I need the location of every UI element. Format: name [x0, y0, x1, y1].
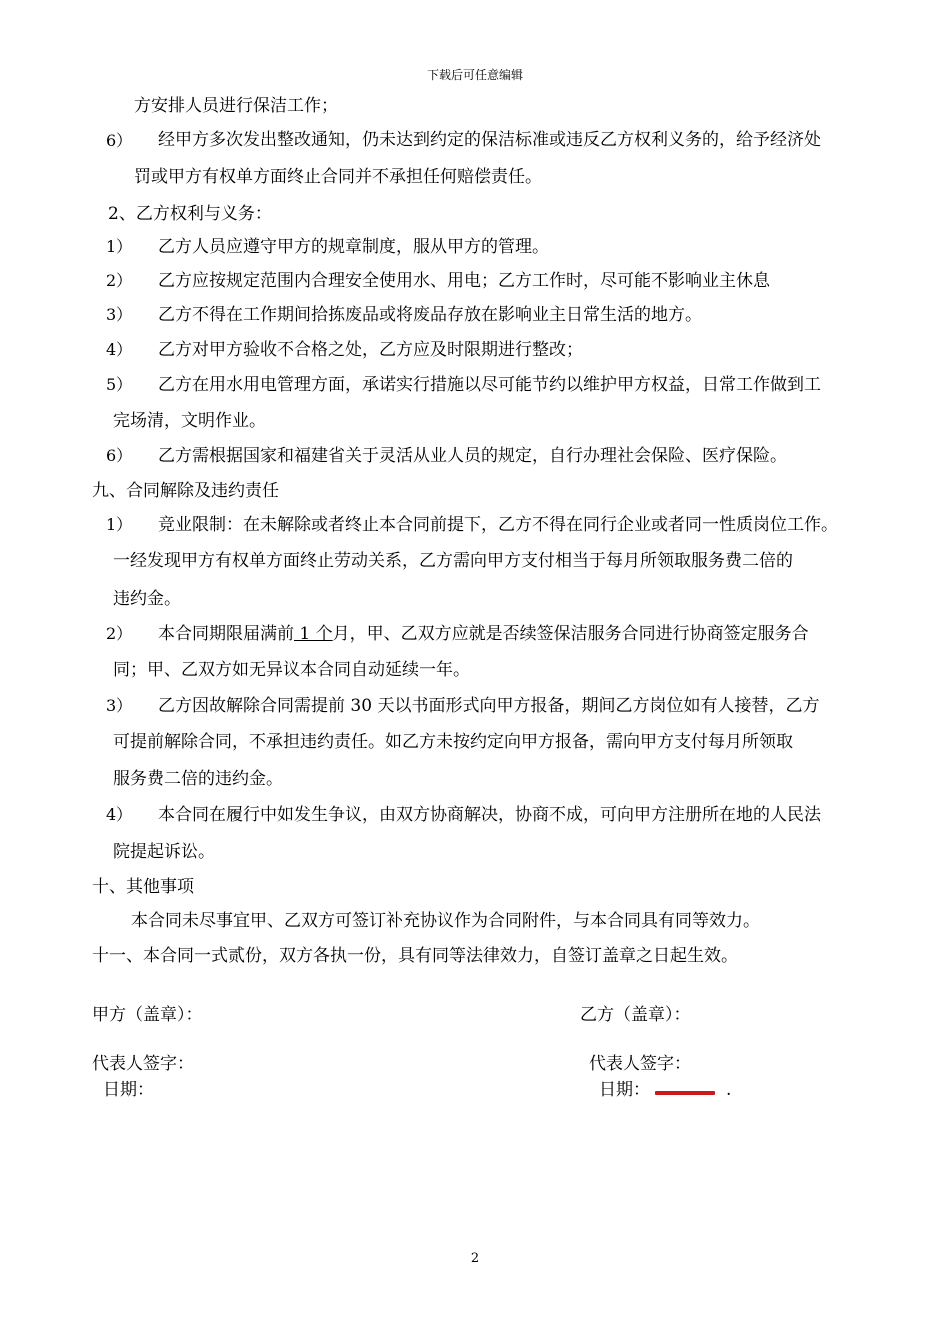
text-segment: 月，甲、乙双方应就是否续签保洁服务合同进行协商签定服务合: [332, 624, 809, 644]
party-b-date-tail: .: [726, 1080, 732, 1100]
redaction-mark: [655, 1091, 715, 1095]
text-line: 乙方不得在工作期间拾拣废品或将废品存放在影响业主日常生活的地方。: [158, 305, 702, 325]
page-number: 2: [470, 1251, 480, 1266]
item-number: 4）: [106, 805, 133, 824]
section-heading: 十、其他事项: [92, 877, 194, 897]
text-line: 方安排人员进行保洁工作；: [134, 96, 338, 116]
text-line: 一经发现甲方有权单方面终止劳动关系，乙方需向甲方支付相当于每月所领取服务费二倍的: [113, 551, 793, 571]
text-line: [158, 624, 809, 644]
item-number: 6）: [106, 446, 133, 465]
page-header: 下载后可任意编辑: [426, 68, 523, 82]
text-line: 同；甲、乙双方如无异议本合同自动延续一年。: [113, 660, 470, 680]
text-line: 罚或甲方有权单方面终止合同并不承担任何赔偿责任。: [134, 167, 542, 187]
text-line: 服务费二倍的违约金。: [113, 769, 283, 789]
party-b-seal-label: 乙方（盖章）：: [580, 1005, 691, 1025]
text-line: 本合同未尽事宜甲、乙双方可签订补充协议作为合同附件，与本合同具有同等效力。: [131, 911, 760, 931]
text-line: 院提起诉讼。: [113, 842, 215, 862]
party-a-rep-label: 代表人签字：: [92, 1054, 194, 1074]
item-number: 1）: [106, 515, 133, 534]
item-number: 2）: [106, 624, 133, 643]
text-line: 经甲方多次发出整改通知，仍未达到约定的保洁标准或违反乙方权利义务的，给予经济处: [158, 130, 821, 150]
section-heading: 十一、本合同一式贰份，双方各执一份，具有同等法律效力，自签订盖章之日起生效。: [92, 946, 738, 966]
item-number: 4）: [106, 340, 133, 359]
text-line: 乙方因故解除合同需提前 30 天以书面形式向甲方报备，期间乙方岗位如有人接替，乙方: [158, 696, 820, 716]
text-line: 违约金。: [113, 589, 181, 609]
text-line: 竞业限制：在未解除或者终止本合同前提下，乙方不得在同行企业或者同一性质岗位工作。: [158, 515, 838, 535]
text-segment: 本合同期限届满前: [158, 624, 294, 644]
party-b-date-label: 日期：: [599, 1080, 650, 1100]
party-a-date-label: 日期：: [103, 1080, 154, 1100]
item-number: 3）: [106, 305, 133, 324]
text-line: 完场清，文明作业。: [113, 411, 266, 431]
item-number: 1）: [106, 237, 133, 256]
text-line: 本合同在履行中如发生争议，由双方协商解决，协商不成，可向甲方注册所在地的人民法: [158, 805, 821, 825]
party-b-rep-label: 代表人签字：: [589, 1054, 691, 1074]
item-number: 3）: [106, 696, 133, 715]
text-line: 乙方应按规定范围内合理安全使用水、用电；乙方工作时，尽可能不影响业主休息: [158, 271, 770, 291]
item-number: 5）: [106, 375, 133, 394]
item-number: 2）: [106, 271, 133, 290]
text-line: 乙方在用水用电管理方面，承诺实行措施以尽可能节约以维护甲方权益，日常工作做到工: [158, 375, 821, 395]
term-blank: 1 个: [294, 624, 333, 644]
section-heading: 九、合同解除及违约责任: [92, 481, 279, 501]
text-line: 可提前解除合同，不承担违约责任。如乙方未按约定向甲方报备，需向甲方支付每月所领取: [113, 732, 793, 752]
section-heading: 2、乙方权利与义务：: [108, 204, 272, 224]
text-line: 乙方对甲方验收不合格之处，乙方应及时限期进行整改；: [158, 340, 583, 360]
item-number: 6）: [106, 131, 133, 150]
text-line: 乙方人员应遵守甲方的规章制度，服从甲方的管理。: [158, 237, 549, 257]
party-a-seal-label: 甲方（盖章）：: [92, 1005, 203, 1025]
text-line: 乙方需根据国家和福建省关于灵活从业人员的规定，自行办理社会保险、医疗保险。: [158, 446, 787, 466]
